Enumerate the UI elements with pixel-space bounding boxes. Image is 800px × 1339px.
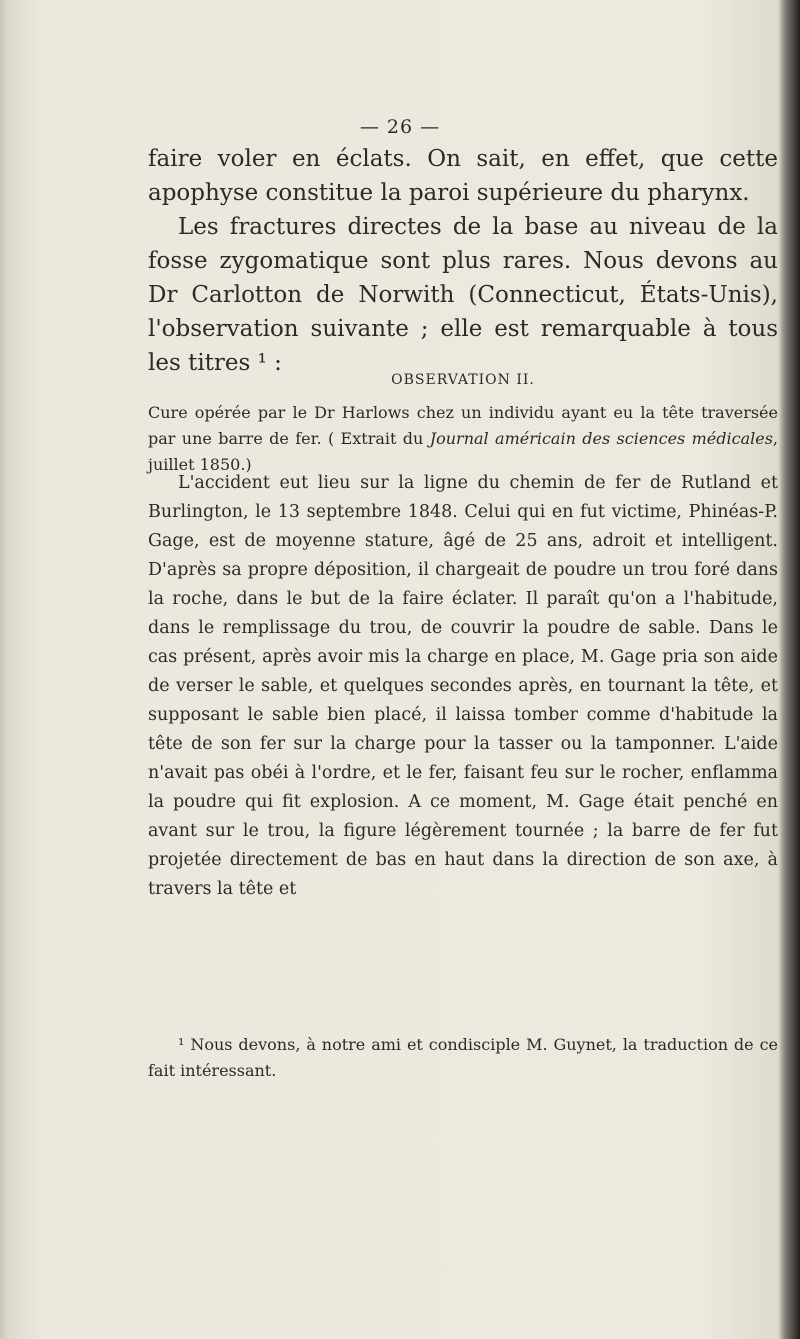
page-number: — 26 —	[359, 116, 441, 138]
footnote: ¹ Nous devons, à notre ami et condisciple M. Guynet, la traduction de ce fait intéressant.	[148, 1035, 778, 1080]
body-paragraph-2: Les fractures directes de la base au niveau de la fosse zygomatique sont plus rares. Nous devons au Dr Carlotton de Norwith (Connecticut, États-Unis), l'observation suivante ; elle est remarquable à tous les titres ¹ :	[148, 214, 778, 376]
summary-text: Cure opérée par le Dr Harlows chez un individu ayant eu la tête traversée par une barre de fer. ( Extrait du	[148, 403, 778, 448]
observation-text: L'accident eut lieu sur la ligne du chemin de fer de Rutland et Burlington, le 13 septembre 1848. Celui qui en fut victime, Phinéas-P. Gage, est de moyenne stature, âgé de 25 ans, adroit et intelligent. D'après sa propre déposition, il chargeait de poudre un trou foré dans la roche, dans le but de la faire éclater. Il paraît qu'on a l'habitude, dans le remplissage du trou, de couvrir la poudre de sable. Dans le cas présent, après avoir mis la charge en place, M. Gage pria son aide de verser le sable, et quelques secondes après, en tournant la tête, et supposant le sable bien placé, il laissa tomber comme d'habitude la tête de son fer sur la charge pour la tasser ou la tamponner. L'aide n'avait pas obéi à l'ordre, et le fer, faisant feu sur le rocher, enflamma la poudre qui fit explosion. A ce moment, M. Gage était penché en avant sur le trou, la figure légèrement tournée ; la barre de fer fut projetée directement de bas en haut dans la direction de son axe, à travers la tête et	[148, 473, 778, 899]
page-edge-shadow	[778, 0, 800, 1339]
observation-summary	[148, 400, 778, 478]
body-paragraph-1: faire voler en éclats. On sait, en effet, que cette apophyse constitue la paroi supérieure du pharynx.	[148, 146, 778, 206]
journal-title: Journal américain des sciences médicales	[429, 429, 773, 448]
summary-date: , juillet 1850.)	[148, 429, 778, 474]
page-gutter	[0, 0, 8, 1339]
body-text	[148, 142, 778, 380]
observation-heading: OBSERVATION II.	[391, 372, 535, 388]
